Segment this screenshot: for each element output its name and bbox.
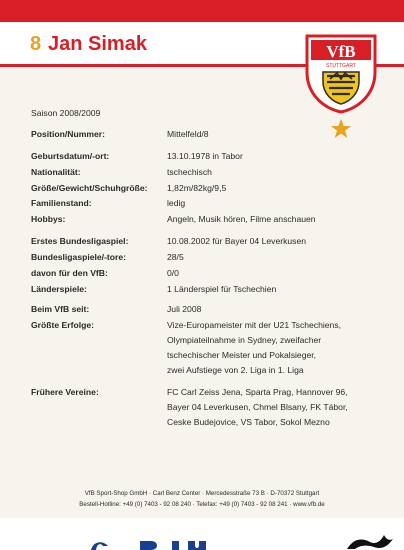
erfolge-line: tschechischer Meister und Pokalsieger, bbox=[167, 350, 317, 360]
championship-star-icon bbox=[330, 118, 352, 140]
detail-value: ledig bbox=[167, 198, 186, 208]
player-number: 8 bbox=[30, 33, 42, 55]
erfolge-line: Olympiateilnahme in Sydney, zweifacher bbox=[167, 335, 322, 345]
erfolge-label: Größte Erfolge: bbox=[31, 320, 95, 330]
vereine-line: Ceske Budejovice, VS Tabor, Sokol Mezno bbox=[167, 417, 330, 427]
detail-value: 0/0 bbox=[167, 268, 179, 278]
vereine-label: Frühere Vereine: bbox=[31, 387, 99, 397]
detail-label: Größe/Gewicht/Schuhgröße: bbox=[31, 183, 148, 193]
footer-hotline: Bestell-Hotline: +49 (0) 7403 - 92 08 240 · Telefax: +49 (0) 7403 - 92 08 241 · www.vfb.de bbox=[79, 501, 325, 508]
detail-value: 10.08.2002 für Bayer 04 Leverkusen bbox=[167, 236, 307, 246]
detail-value: tschechisch bbox=[167, 167, 212, 177]
detail-label: Hobbys: bbox=[31, 214, 66, 224]
erfolge-line: zwei Aufstiege von 2. Liga in 1. Liga bbox=[167, 365, 304, 375]
detail-label: Geburtsdatum/-ort: bbox=[31, 151, 110, 161]
detail-value: 1 Länderspiel für Tschechien bbox=[167, 284, 277, 294]
detail-label: Beim VfB seit: bbox=[31, 304, 90, 314]
crest-text: VfB bbox=[326, 42, 356, 61]
erfolge-line: Vize-Europameister mit der U21 Tschechiens, bbox=[167, 320, 342, 330]
detail-value: 1,82m/82kg/9,5 bbox=[167, 183, 227, 193]
detail-label: Position/Nummer: bbox=[31, 129, 106, 139]
player-name: Jan Simak bbox=[48, 33, 147, 55]
crest-subtext: STUTTGART bbox=[326, 63, 356, 69]
detail-value: 28/5 bbox=[167, 252, 184, 262]
detail-value: Juli 2008 bbox=[167, 304, 202, 314]
footer-address: VfB Sport-Shop GmbH · Carl Benz Center · Mercedesstraße 73 B · D-70372 Stuttgart bbox=[84, 490, 320, 497]
detail-value: 13.10.1978 in Tabor bbox=[167, 151, 243, 161]
vfb-crest-logo bbox=[303, 32, 379, 114]
season-label: Saison 2008/2009 bbox=[31, 108, 101, 118]
vereine-line: FC Carl Zeiss Jena, Sparta Prag, Hannover 96, bbox=[167, 387, 348, 397]
detail-label: Bundesligaspiele/-tore: bbox=[31, 252, 127, 262]
detail-value: Angeln, Musik hören, Filme anschauen bbox=[167, 214, 316, 224]
puma-logo bbox=[345, 533, 395, 550]
sponsor-logo-fragment bbox=[84, 532, 244, 550]
detail-label: Nationalität: bbox=[31, 167, 81, 177]
vereine-line: Bayer 04 Leverkusen, Chmel Blsany, FK Tábor, bbox=[167, 402, 348, 412]
detail-label: davon für den VfB: bbox=[31, 268, 108, 278]
detail-label: Länderspiele: bbox=[31, 284, 87, 294]
detail-label: Familienstand: bbox=[31, 198, 92, 208]
detail-value: Mittelfeld/8 bbox=[167, 129, 209, 139]
detail-label: Erstes Bundesligaspiel: bbox=[31, 236, 129, 246]
